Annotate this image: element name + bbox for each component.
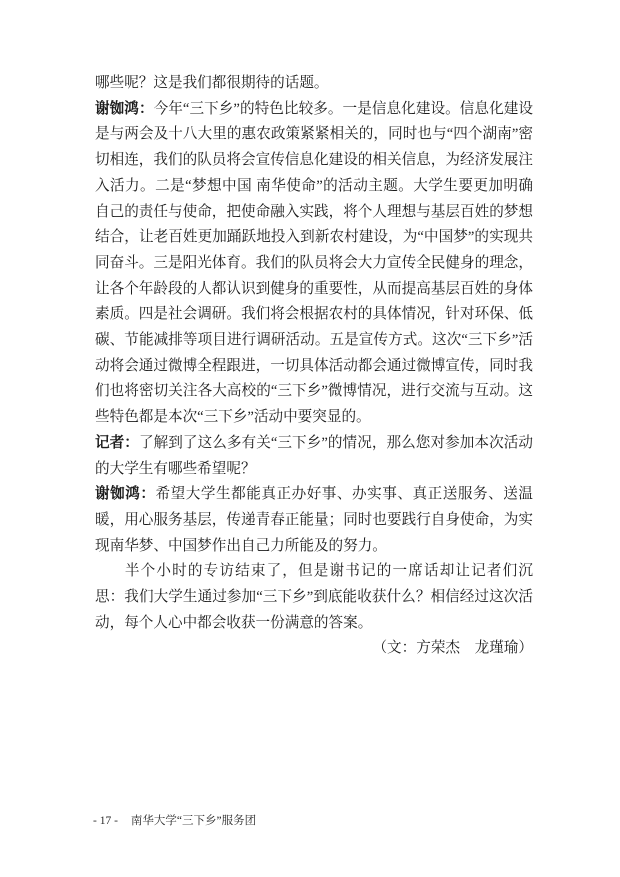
speaker-label: 谢铷鸿： [95, 486, 156, 503]
interview-answer-hopes [95, 482, 533, 559]
document-body [95, 71, 533, 662]
speaker-label: 谢铷鸿： [95, 100, 154, 117]
reporter-question [95, 431, 533, 482]
closing-paragraph: 半个小时的专访结束了，但是谢书记的一席话却让记者们沉思：我们大学生通过参加“三下乡”到底能收获什么？相信经过这次活动，每个人心中都会收获一份满意的答案。 [95, 563, 533, 631]
footer-team-label: 南华大学“三下乡”服务团 [130, 815, 257, 827]
byline: （文：方荣杰 龙瑾瑜） [372, 640, 533, 657]
interview-answer-features [95, 97, 533, 431]
answer-text: 今年“三下乡”的特色比较多。一是信息化建设。信息化建设是与两会及十八大里的惠农政策紧紧相关的，同时也与“四个湖南”密切相连，我们的队员将会宣传信息化建设的相关信息，为经济发展注入活力。二是“梦想中国 南华使命”的活动主题。大学生要更加明确自己的责任与使命，把使命融入实践，将个人理想与基层百姓的梦想结合，让老百姓更加踊跃地投入到新农村建设，为“中国梦”的实现共同奋斗。三是阳光体育。我们的队员将会大力宣传全民健身的理念，让各个年龄段的人都认识到健身的重要性，从而提高基层百姓的身体素质。四是社会调研。我们将会根据农村的具体情况，针对环保、低碳、节能减排等项目进行调研活动。五是宣传方式。这次“三下乡”活动将会通过微博全程跟进，一切具体活动都会通过微博宣传，同时我们也将密切关注各大高校的“三下乡”微博情况，进行交流与互动。这些特色都是本次“三下乡”活动中要突显的。 [95, 100, 533, 426]
page-footer [93, 813, 256, 829]
speaker-label: 记者： [95, 434, 139, 451]
page-number: - 17 - [93, 815, 118, 827]
answer-text: 希望大学生都能真正办好事、办实事、真正送服务、送温暖，用心服务基层，传递青春正能量；同时也要践行自身使命，为实现南华梦、中国梦作出自己力所能及的努力。 [95, 486, 533, 554]
question-text: 了解到了这么多有关“三下乡”的情况，那么您对参加本次活动的大学生有哪些希望呢？ [95, 434, 533, 477]
continuation-paragraph: 哪些呢？这是我们都很期待的话题。 [95, 75, 329, 91]
